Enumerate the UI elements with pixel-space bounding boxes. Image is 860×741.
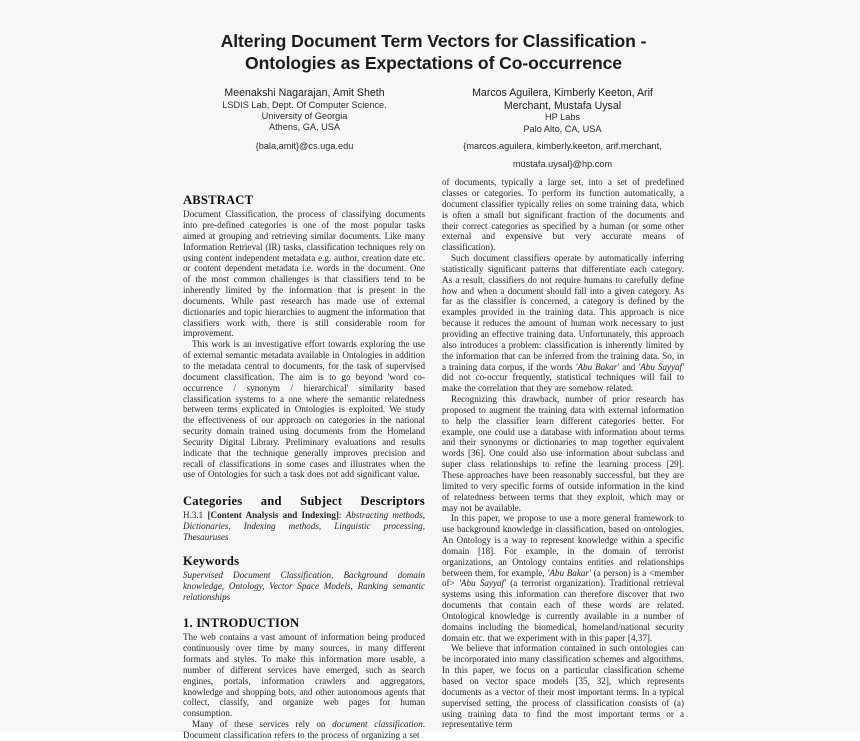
right-p2-post: did not co-occur frequently, statistical techniques will fail to make the correlation that they are somehow related. (442, 372, 684, 394)
intro-p2-post: . Document classification refers to the process of organizing a set (183, 719, 425, 740)
intro-p2-italic: document classification (332, 719, 423, 730)
right-p4-post: (a terrorist organization). Traditional retrieval systems using this information can therefore discover that two documents that contain each of these words are related. Ontological knowledge is currently available in a number of domains including the biomedical, homeland/national security domain etc. that we experiment with in this paper [4,37]. (442, 578, 684, 643)
author-location-left: Athens, GA, USA (269, 122, 340, 133)
right-p4-mid-1: (a person) is a <member of> (442, 567, 684, 589)
right-p4-italic-2: 'Abu Sayyaf' (458, 578, 507, 589)
right-p4-pre: In this paper, we propose to use a more general framework to use background knowledge in classification, based on ontologies. An Ontology is a way to represent knowledge within a specific domain [18]. For example, in the domain of terrorist organizations, an Ontology contains entities and relationships between them, for example, (442, 513, 684, 578)
author-email-right-line-1: {marcos.aguilera, kimberly.keeton, arif.merchant, (463, 141, 662, 151)
authors-row (183, 87, 684, 170)
author-group-right (441, 87, 684, 170)
page-content-area (183, 0, 685, 740)
categories-heading-word-1: Categories (183, 494, 243, 509)
right-p2-italic-2: 'Abu Sayyaf' (638, 361, 685, 372)
paper-title-line-2: Ontologies as Expectations of Co-occurrence (245, 52, 622, 73)
intro-p2-pre: Many of these services rely on (192, 719, 333, 730)
right-p2-italic-1: 'Abu Bakar' (575, 361, 620, 372)
author-email-left: {bala,amit}@cs.uga.edu (255, 140, 354, 151)
abstract-paragraph-1: Document Classification, the process of classifying documents into pre-defined categories is one of the most popular tasks aimed at grouping and retrieving similar documents. Like many Information Retrieval (IR) tasks, classification techniques rely on using content independent metadata e.g. author, creation date etc. or content dependent metadata i.e. words in the document. One of the most common challenges is that classifiers tend to be inherently limited by the information that is present in the documents. While past research has made use of external dictionaries and topic hierarchies to augment the information that classifiers work with, there is still considerable room for improvement. (183, 209, 425, 339)
title-block (183, 0, 684, 170)
categories-heading-word-3: Subject (300, 494, 343, 509)
categories-descriptor-line: H.3.1 [Content Analysis and Indexing]: Abstracting methods, Dictionaries, Indexing methods, Linguistic processing, Thesauruses (183, 510, 425, 542)
section-heading-abstract: ABSTRACT (183, 193, 254, 208)
right-p4-italic-1: 'Abu Bakar' (547, 567, 591, 578)
right-p2-mid: and (619, 361, 639, 372)
right-paragraph-4 (442, 513, 684, 643)
section-heading-introduction: 1. INTRODUCTION (183, 616, 300, 631)
author-email-right-line-2: mustafa.uysal}@hp.com (512, 158, 613, 169)
categories-heading-word-4: Descriptors (360, 494, 425, 509)
right-paragraph-2 (442, 253, 684, 394)
author-names-right-line-1: Marcos Aguilera, Kimberly Keeton, Arif (472, 87, 653, 99)
author-names-right-line-2: Merchant, Mustafa Uysal (503, 99, 622, 112)
keywords-text: Supervised Document Classification, Background domain knowledge, Ontology, Vector Space Models, Ranking semantic relationships (183, 569, 425, 602)
author-location-right: Palo Alto, CA, USA (523, 123, 602, 134)
column-left (183, 193, 425, 741)
right-paragraph-5: We believe that information contained in such ontologies can be incorporated into many classification schemes and algorithms. In this paper, we focus on a particular classification scheme based on vector space models [35, 32], which represents documents as a vector of their most important terms. In a typical supervised setting, the process of classification consists of (a) using training data to find the most important terms or a representative term (442, 643, 684, 730)
author-names-left: Meenakshi Nagarajan, Amit Sheth (224, 87, 385, 99)
categories-terms: Abstracting methods, Dictionaries, Indexing methods, Linguistic processing, Thesauruses (183, 510, 425, 542)
author-affiliation-left-line-1: LSDIS Lab, Dept. Of Computer Science. (222, 99, 387, 110)
right-paragraph-1: of documents, typically a large set, into a set of predefined classes or categories. To perform its function automatically, a document classifier typically relies on some training data, which is often a small but significant fraction of the documents and their correct categories as specified by a human (or some other external and expensive but very accurate means of classification). (442, 177, 684, 253)
author-affiliation-left-line-2: University of Georgia (261, 111, 348, 121)
paper-title-line-1: Altering Document Term Vectors for Classification - (220, 31, 647, 51)
categories-heading-word-2: and (260, 494, 282, 509)
introduction-paragraph-1: The web contains a vast amount of information being produced continuously over time by many sources, in many different formats and styles. To make this information more usable, a number of different services have emerged, such as search engines, portals, information crawlers and aggregators, knowledge and shopping bots, and other autonomous agents that collect, classify, and organize web pages for human consumption. (183, 632, 425, 719)
page-title (183, 31, 684, 74)
column-right (442, 177, 684, 741)
section-heading-keywords: Keywords (183, 553, 240, 568)
abstract-paragraph-2: This work is an investigative effort towards exploring the use of external semantic metadata available in Ontologies in addition to the metadata central to documents, for the task of supervised document classification. The aim is to go beyond 'word co-occurrence / synonym / hierarchical' similarity based classification systems to a one where the semantic relatedness between terms explicated in Ontologies is exploited. We study the effectiveness of our approach on categories in the national security domain trained using documents from the Homeland Security Digital Library. Preliminary evaluations and results indicate that the technique generally improves precision and recall of classifications in some cases and illustrates when the use of Ontologies for such a task does not add significant value. (183, 339, 425, 480)
right-paragraph-3: Recognizing this drawback, number of prior research has proposed to augment the training data with external information to help the classifier learn different categories better. For example, one could use a database with information about terms and their synonyms or dictionaries to map together equivalent words [36]. One could also use information about subclass and super class relationships to refine the learning process [29]. These approaches have been reasonably successful, but they are limited to very specific forms of outside information in the kind of relatedness between terms that they exploit, which may or may not be available. (442, 394, 684, 513)
body-columns (183, 177, 685, 741)
right-p2-pre: Such document classifiers operate by automatically inferring statistically significant patterns that differentiate each category. As a result, classifiers do not require humans to carefully define how and when a document should fall into a given category. As far as the classifier is concerned, a category is defined by the examples provided in the training data. This approach is nice because it reduces the amount of human work necessary to just providing an effective training data. Unfortunately, this approach also introduces a problem: classification is inherently limited by the information that can be inferred from the training data. So, in a training data corpus, if the words (442, 253, 684, 372)
categories-code: H.3.1 (183, 510, 204, 521)
author-affiliation-right: HP Labs (544, 112, 581, 123)
introduction-paragraph-2 (183, 719, 425, 741)
categories-bracket: [Content Analysis and Indexing] (207, 510, 339, 521)
author-group-left (183, 87, 426, 170)
section-heading-categories (183, 494, 425, 508)
